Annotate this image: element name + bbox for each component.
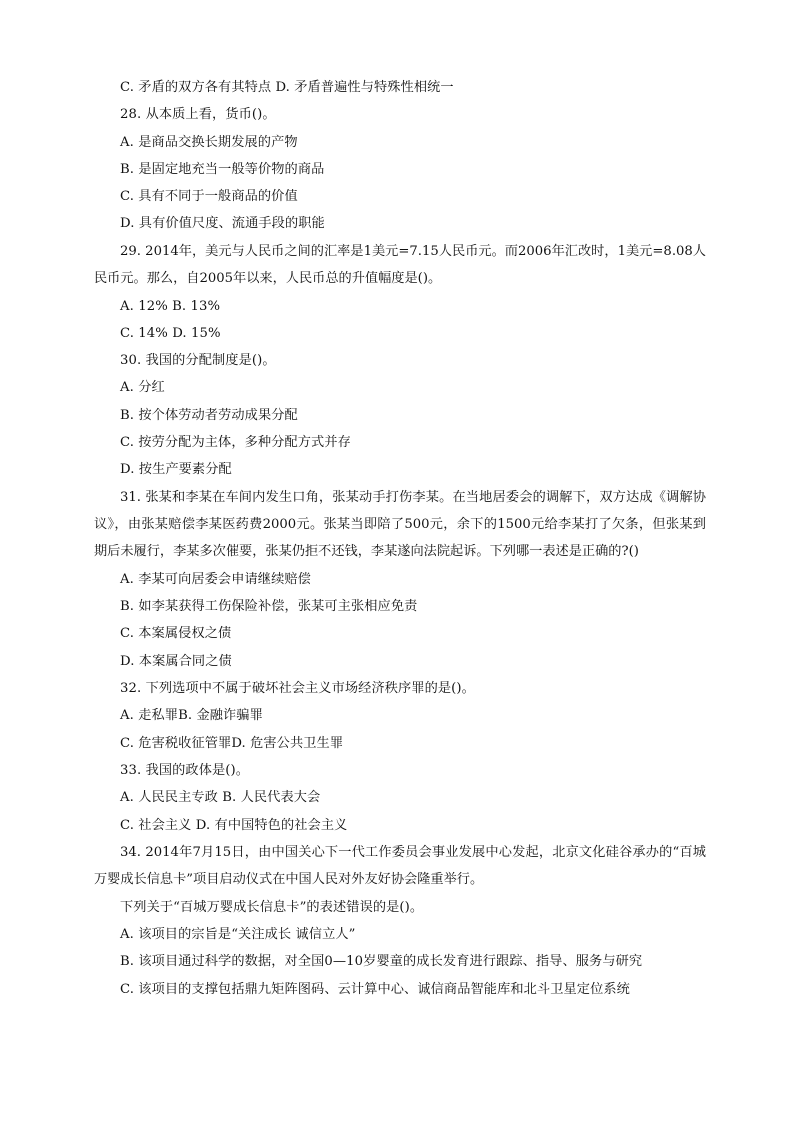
option-line: A. 该项目的宗旨是“关注成长 诚信立人” xyxy=(120,926,356,942)
option-line: C. 社会主义 D. 有中国特色的社会主义 xyxy=(120,817,348,833)
question-34-prompt: 下列关于“百城万婴成长信息卡”的表述错误的是()。 xyxy=(120,899,424,915)
question-28: 28. 从本质上看，货币()。 xyxy=(120,107,276,123)
option-line: C. 按劳分配为主体，多种分配方式并存 xyxy=(120,435,351,451)
option-line: C. 具有不同于一般商品的价值 xyxy=(120,189,298,205)
option-line: A. 人民民主专政 B. 人民代表大会 xyxy=(120,790,321,806)
option-line: C. 危害税收征管罪D. 危害公共卫生罪 xyxy=(120,735,344,751)
option-line: C. 矛盾的双方各有其特点 D. 矛盾普遍性与特殊性相统一 xyxy=(120,80,454,95)
document-body xyxy=(94,74,706,1003)
question-29: 29. 2014年，美元与人民币之间的汇率是1美元=7.15人民币元。而2006年汇改时，1美元=8.08人民币元。那么，自2005年以来，人民币总的升值幅度是()。 xyxy=(94,243,706,287)
option-line: D. 本案属合同之债 xyxy=(120,653,232,669)
option-line: A. 是商品交换长期发展的产物 xyxy=(120,134,298,150)
question-31: 31. 张某和李某在车间内发生口角，张某动手打伤李某。在当地居委会的调解下，双方达成《调解协议》，由张某赔偿李某医药费2000元。张某当即陪了500元，余下的1500元给李某打了欠条，但张某到期后未履行，李某多次催要，张某仍拒不还钱，李某遂向法院起诉。下列哪一表述是正确的?() xyxy=(94,489,706,560)
question-30: 30. 我国的分配制度是()。 xyxy=(120,353,276,369)
option-line: A. 走私罪B. 金融诈骗罪 xyxy=(120,708,263,724)
option-line: A. 李某可向居委会申请继续赔偿 xyxy=(120,571,311,587)
question-34: 34. 2014年7月15日，由中国关心下一代工作委员会事业发展中心发起，北京文化硅谷承办的“百城万婴成长信息卡”项目启动仪式在中国人民对外友好协会隆重举行。 xyxy=(94,844,706,888)
option-line: B. 按个体劳动者劳动成果分配 xyxy=(120,407,298,423)
option-line: C. 14% D. 15% xyxy=(120,325,221,341)
option-line: B. 该项目通过科学的数据，对全国0—10岁婴童的成长发育进行跟踪、指导、服务与研究 xyxy=(120,954,643,970)
option-line: D. 按生产要素分配 xyxy=(120,462,232,478)
option-line: C. 该项目的支撑包括鼎九矩阵图码、云计算中心、诚信商品智能库和北斗卫星定位系统 xyxy=(120,981,630,997)
option-line: B. 是固定地充当一般等价物的商品 xyxy=(120,161,325,177)
question-32: 32. 下列选项中不属于破坏社会主义市场经济秩序罪的是()。 xyxy=(120,681,475,697)
question-33: 33. 我国的政体是()。 xyxy=(120,762,250,778)
option-line: B. 如李某获得工伤保险补偿，张某可主张相应免责 xyxy=(120,599,418,615)
option-line: A. 分红 xyxy=(120,380,165,396)
option-line: C. 本案属侵权之债 xyxy=(120,626,232,642)
option-line: A. 12% B. 13% xyxy=(120,298,221,314)
option-line: D. 具有价值尺度、流通手段的职能 xyxy=(120,216,325,232)
